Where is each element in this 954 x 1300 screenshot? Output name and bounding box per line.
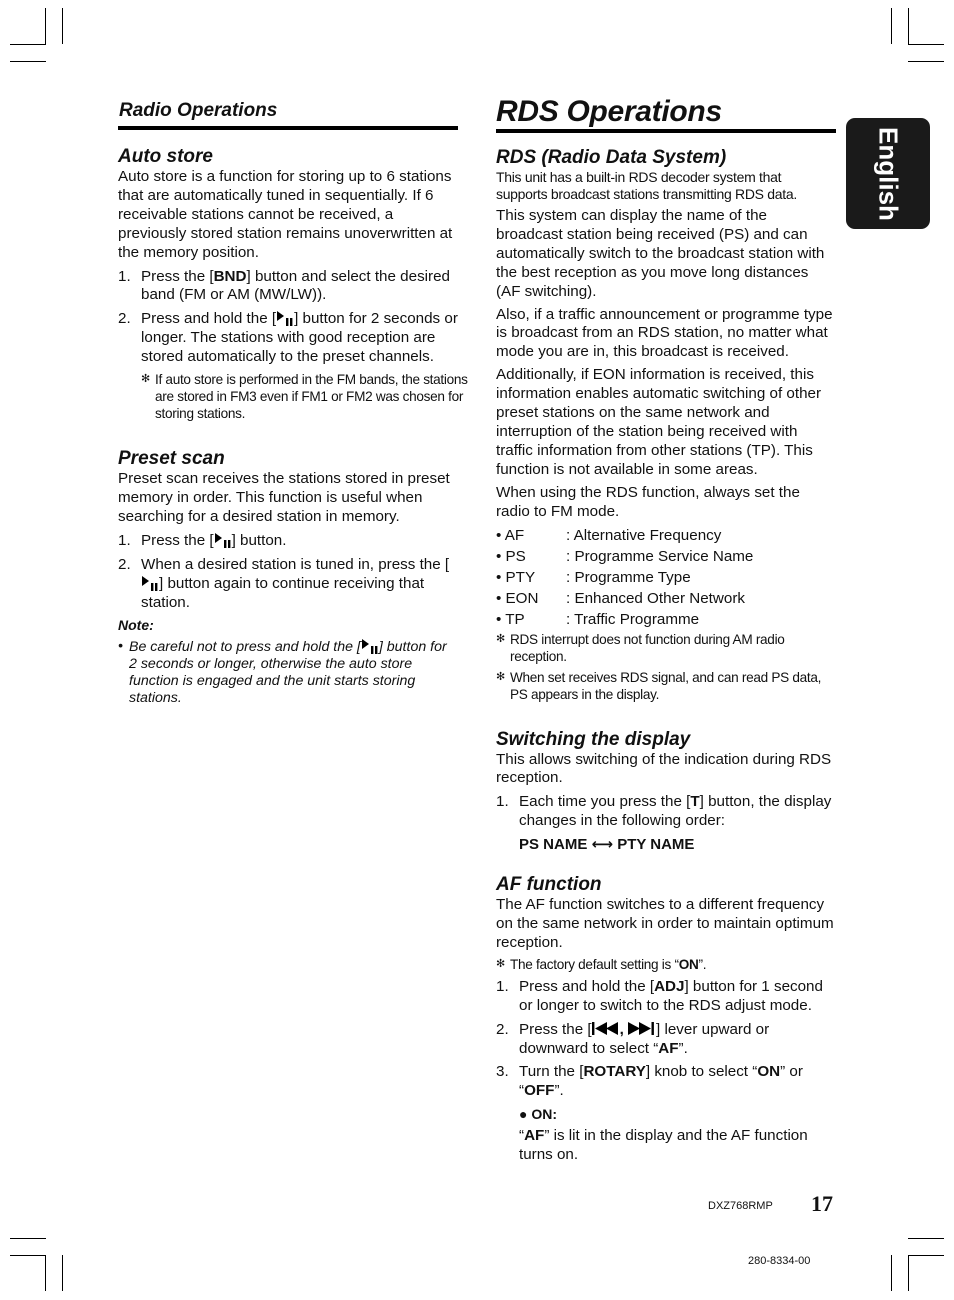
crop-mark xyxy=(45,8,46,44)
auto-store-heading: Auto store xyxy=(118,146,213,167)
crop-mark xyxy=(45,1255,46,1291)
model-code: DXZ768RMP xyxy=(708,1200,773,1212)
switching-section xyxy=(496,729,836,855)
skip-back-icon xyxy=(592,1022,620,1035)
play-pause-icon xyxy=(141,575,159,591)
preset-scan-section xyxy=(118,448,458,707)
abbreviation-list xyxy=(496,525,836,630)
af-section xyxy=(496,874,836,1165)
asterisk-icon: ✻ xyxy=(496,957,505,970)
af-step-1: 1. Press and hold the [ADJ] button for 1 second or longer to switch to the RDS adjust mode. xyxy=(496,977,823,1014)
rds-note-2: ✻ When set receives RDS signal, and can read PS data, PS appears in the display. xyxy=(496,669,822,702)
crop-mark xyxy=(908,1238,944,1239)
preset-scan-note: • Be careful not to press and hold the [ ] button for 2 seconds or longer, otherwise the auto store function is engaged and the unit starts storing stations. xyxy=(118,638,447,707)
crop-mark xyxy=(10,61,46,62)
right-column xyxy=(496,95,836,1165)
asterisk-icon: ✻ xyxy=(496,670,505,683)
af-intro: The AF function switches to a different frequency on the same network in order to maintain optimum reception. xyxy=(496,896,834,951)
switching-heading: Switching the display xyxy=(496,728,691,750)
auto-store-note: ✻ If auto store is performed in the FM bands, the stations are stored in FM3 even if FM1 or FM2 was chosen for storing stations. xyxy=(141,372,468,422)
play-pause-icon xyxy=(361,638,379,654)
on-label: ● ON: xyxy=(519,1106,558,1123)
rds-p3: Also, if a traffic announcement or programme type is broadcast from an RDS station, no matter what mode you are in, this broadcast is received. xyxy=(496,305,833,361)
skip-forward-icon xyxy=(628,1022,656,1035)
switching-step-1: 1. Each time you press the [T] button, the display changes in the following order: xyxy=(496,793,832,830)
preset-scan-intro: Preset scan receives the stations stored in preset memory in order. This function is useful when searching for a desired station in memory. xyxy=(118,470,450,525)
document-code: 280-8334-00 xyxy=(748,1255,811,1267)
crop-mark xyxy=(10,44,46,45)
double-arrow-icon: ⟷ xyxy=(591,836,614,854)
asterisk-icon: ✻ xyxy=(496,632,505,645)
auto-store-steps xyxy=(118,268,458,368)
running-head: Radio Operations xyxy=(119,100,278,121)
asterisk-icon: ✻ xyxy=(141,373,150,386)
preset-scan-step-2: 2. When a desired station is tuned in, press the [] button again to continue receiving that station. xyxy=(118,555,450,611)
af-step-2: 2. Press the [ , ] lever upward or downward to select “AF”. xyxy=(496,1020,770,1057)
af-heading: AF function xyxy=(496,874,602,896)
rds-p4: Additionally, if EON information is received, this information enables automatic switching of other preset stations on the same network and interruption of the station being received with traffic information from other stations (TP). This function is not available in some areas. xyxy=(496,366,822,478)
abbreviation-row: • TP : Traffic Programme xyxy=(496,610,700,628)
heading-rule xyxy=(118,126,458,130)
abbreviation-row: • PS : Programme Service Name xyxy=(496,547,754,565)
rds-heading: RDS (Radio Data System) xyxy=(496,147,727,168)
crop-mark xyxy=(908,44,944,45)
on-description: “AF” is lit in the display and the AF function turns on. xyxy=(519,1127,808,1164)
auto-store-step-1: 1. Press the [BND] button and select the desired band (FM or AM (MW/LW)). xyxy=(118,267,450,304)
display-order: PS NAME ⟷ PTY NAME xyxy=(519,836,695,854)
title-rule xyxy=(496,129,836,133)
auto-store-intro: Auto store is a function for storing up to 6 stations that are automatically tuned in sequentially. If 6 receivable stations cannot be received, a previously stored station remains unoverwritten at the memory position. xyxy=(118,168,453,261)
rds-p2: This system can display the name of the broadcast station being received (PS) and can automatically switch to the broadcast station with the best reception as you move long distances (AF switching). xyxy=(496,207,825,300)
preset-scan-steps xyxy=(118,532,458,613)
note-label: Note: xyxy=(118,617,154,634)
abbreviation-row: • AF : Alternative Frequency xyxy=(496,526,722,544)
crop-mark xyxy=(10,1255,46,1256)
rds-p1: This unit has a built-in RDS decoder system that supports broadcast stations transmitting RDS data. xyxy=(496,169,797,202)
rds-section xyxy=(496,147,836,703)
crop-mark xyxy=(891,8,892,44)
crop-mark xyxy=(891,1255,892,1291)
language-tab-label: English xyxy=(873,126,904,221)
af-steps xyxy=(496,978,836,1101)
preset-scan-heading: Preset scan xyxy=(118,448,225,470)
af-step-3: 3. Turn the [ROTARY] knob to select “ON” or “OFF”. xyxy=(496,1063,803,1100)
switching-steps xyxy=(496,793,836,831)
crop-mark xyxy=(908,61,944,62)
abbreviation-row: • PTY : Programme Type xyxy=(496,568,691,586)
left-column xyxy=(118,100,468,707)
auto-store-section xyxy=(118,146,468,422)
page-number: 17 xyxy=(811,1191,833,1216)
crop-mark xyxy=(908,8,909,44)
rds-note-1: ✻ RDS interrupt does not function during AM radio reception. xyxy=(496,631,785,664)
play-pause-icon xyxy=(276,310,294,326)
play-pause-icon xyxy=(214,532,232,548)
crop-mark xyxy=(10,1238,46,1239)
crop-mark xyxy=(62,8,63,44)
page-title: RDS Operations xyxy=(496,95,722,128)
preset-scan-step-1: 1. Press the [ ] button. xyxy=(118,531,287,549)
crop-mark xyxy=(908,1255,909,1291)
language-tab xyxy=(846,118,930,229)
crop-mark xyxy=(62,1255,63,1291)
switching-intro: This allows switching of the indication during RDS reception. xyxy=(496,750,832,787)
abbreviation-row: • EON : Enhanced Other Network xyxy=(496,589,745,607)
af-default-note: ✻ The factory default setting is “ON”. xyxy=(496,956,707,972)
rds-p5: When using the RDS function, always set the radio to FM mode. xyxy=(496,483,800,520)
auto-store-step-2: 2. Press and hold the [ ] button for 2 seconds or longer. The stations with good reception are stored automatically to the preset channels. xyxy=(118,310,458,366)
crop-mark xyxy=(908,1255,944,1256)
